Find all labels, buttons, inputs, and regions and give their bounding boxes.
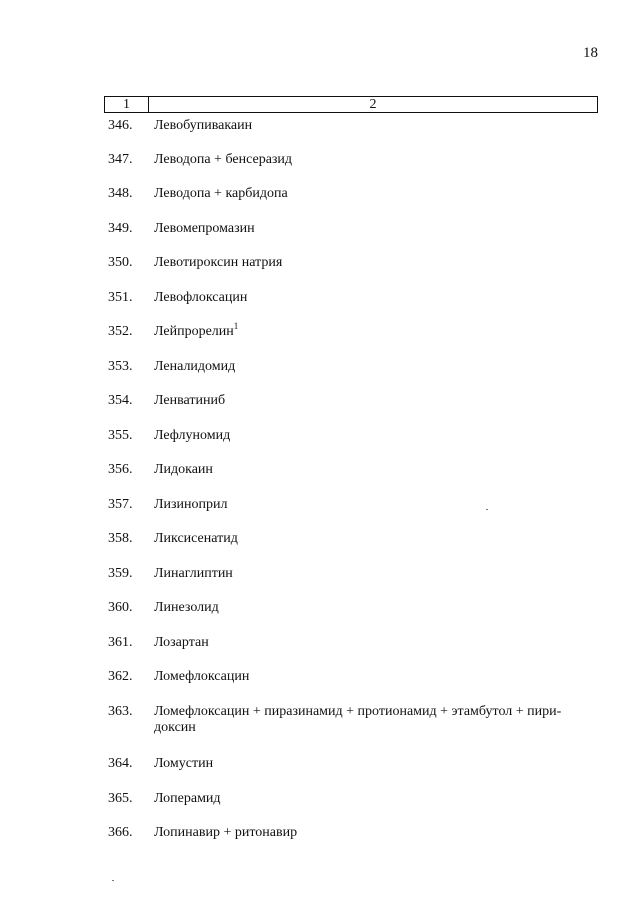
item-number: 348. [108, 186, 133, 201]
item-number: 355. [108, 428, 133, 443]
item-name: Лефлуномид [154, 428, 231, 443]
item-number: 347. [108, 152, 133, 167]
table-header-col-2: 2 [369, 97, 377, 112]
item-number: 356. [108, 462, 133, 477]
item-number: 352. [108, 324, 133, 339]
item-name: Ленватиниб [154, 393, 226, 408]
item-name-text: Лейпрорелин [154, 324, 234, 339]
item-name: Левобупивакаин [154, 118, 253, 133]
item-number: 346. [108, 118, 133, 133]
item-number: 359. [108, 566, 133, 581]
item-number: 349. [108, 221, 133, 236]
scan-speck [112, 880, 114, 881]
item-number: 362. [108, 669, 133, 684]
item-number: 361. [108, 635, 133, 650]
item-number: 351. [108, 290, 133, 305]
item-number: 366. [108, 825, 133, 840]
item-name-line-1: Ломефлоксацин + пиразинамид + протионамид + этамбутол + пири- [154, 704, 562, 719]
item-name: Линезолид [154, 600, 219, 615]
table-header-col-1: 1 [105, 97, 149, 112]
item-name: Леводопа + бенсеразид [154, 152, 293, 167]
item-name: Лозартан [154, 635, 209, 650]
scan-speck [486, 509, 488, 510]
item-name: Леводопа + карбидопа [154, 186, 288, 201]
footnote-marker: 1 [233, 321, 239, 331]
item-name: Линаглиптин [154, 566, 233, 581]
item-name: Лизиноприл [154, 497, 228, 512]
item-name: Лоперамид [154, 791, 221, 806]
item-name-line-2: доксин [154, 720, 196, 735]
item-number: 354. [108, 393, 133, 408]
item-name: Левофлоксацин [154, 290, 248, 305]
item-name: Лидокаин [154, 462, 213, 477]
item-number: 353. [108, 359, 133, 374]
item-number: 364. [108, 756, 133, 771]
item-name: Ликсисенатид [154, 531, 238, 546]
item-number: 357. [108, 497, 133, 512]
item-name: Лопинавир + ритонавир [154, 825, 298, 840]
item-name: Ломефлоксацин [154, 669, 250, 684]
item-number: 363. [108, 704, 133, 719]
item-name: Леналидомид [154, 359, 236, 374]
item-name: Ломустин [154, 756, 214, 771]
page-number: 18 [583, 45, 598, 61]
item-number: 358. [108, 531, 133, 546]
item-name [154, 704, 600, 736]
table-header [104, 96, 598, 113]
item-name: Левомепромазин [154, 221, 255, 236]
item-number: 350. [108, 255, 133, 270]
item-number: 365. [108, 791, 133, 806]
item-name: Левотироксин натрия [154, 255, 283, 270]
item-name [154, 321, 600, 340]
item-number: 360. [108, 600, 133, 615]
